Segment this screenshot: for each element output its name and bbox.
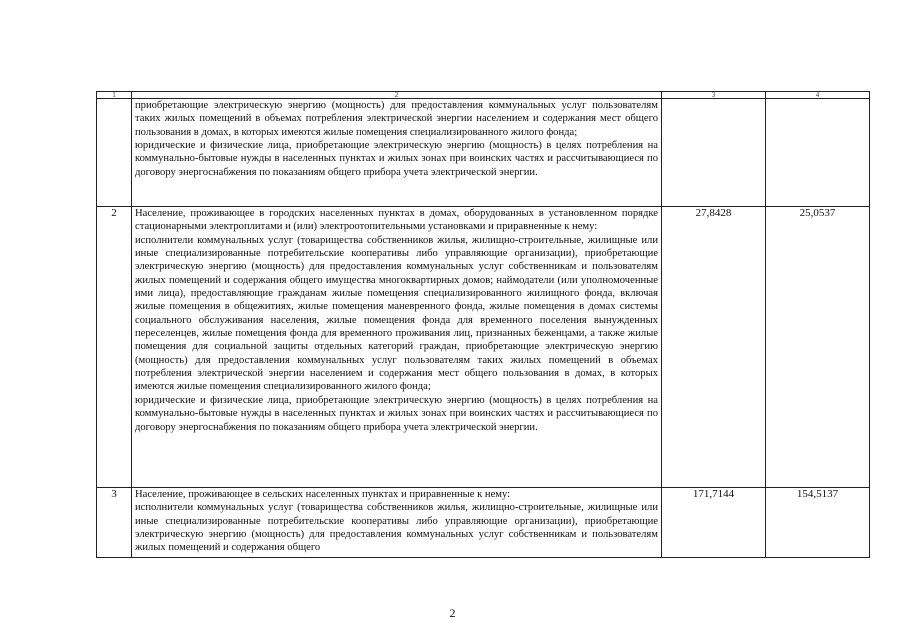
table-row <box>97 488 870 558</box>
row-number <box>97 99 132 207</box>
tariff-value-col4: 25,0537 <box>766 207 870 488</box>
table-row <box>97 99 870 207</box>
row-description <box>132 488 662 558</box>
row-number: 3 <box>97 488 132 558</box>
table-row <box>97 207 870 488</box>
header-cell: 1 <box>97 92 132 99</box>
header-cell: 2 <box>132 92 662 99</box>
tariff-value-col3: 27,8428 <box>662 207 766 488</box>
table-header-row <box>97 92 870 99</box>
paragraph: исполнители коммунальных услуг (товарищества собственников жилья, жилищно-строительные, жилищные или иные специализированные потребительские кооперативы либо управляющие организации), приобретающие электрическую энергию (мощность) для предоставления коммунальных услуг собственникам и пользователям жилых помещений и содержания общего <box>135 502 658 554</box>
paragraph: Население, проживающее в сельских населенных пунктах и приравненные к нему: <box>135 489 511 500</box>
tariff-table <box>96 91 870 558</box>
tariff-value-col3 <box>662 99 766 207</box>
paragraph: Население, проживающее в городских населенных пунктах в домах, оборудованных в установленном порядке стационарными электроплитами и (или) электроотопительными установками и приравненные к нему: <box>135 208 658 233</box>
paragraph: приобретающие электрическую энергию (мощность) для предоставления коммунальных услуг пользователям таких жилых помещений в объемах потребления электрической энергии населением и содержания мест общего пользования в домах, в которых имеются жилые помещения специализированного жилого фонда; <box>135 100 658 138</box>
row-number: 2 <box>97 207 132 488</box>
tariff-value-col4: 154,5137 <box>766 488 870 558</box>
paragraph: юридические и физические лица, приобретающие электрическую энергию (мощность) в целях потребления на коммунально-бытовые нужды в населенных пунктах и жилых зонах при воинских частях и рассчитывающиеся по договору энергоснабжения по показаниям общего прибора учета электрической энергии. <box>135 394 658 433</box>
tariff-value-col3: 171,7144 <box>662 488 766 558</box>
paragraph: юридические и физические лица, приобретающие электрическую энергию (мощность) в целях потребления на коммунально-бытовые нужды в населенных пунктах и жилых зонах при воинских частях и рассчитывающиеся по договору энергоснабжения по показаниям общего прибора учета электрической энергии. <box>135 140 658 178</box>
paragraph: исполнители коммунальных услуг (товарищества собственников жилья, жилищно-строительные, жилищные или иные специализированные потребительские кооперативы либо управляющие организации), приобретающие электрическую энергию (мощность) для предоставления коммунальных услуг собственникам и пользователям жилых помещений и содержания общего имущества многоквартирных домов; наймодатели (или уполномоченные ими лица), предоставляющие гражданам жилые помещения специализированного жилищного фонда, включая жилые помещения в общежитиях, жилые помещения маневренного фонда, жилые помещения в домах системы социального обслуживания населения, жилые помещения фонда для временного поселения вынужденных переселенцев, жилые помещения фонда для временного проживания лиц, признанных беженцами, а также жилые помещения для социальной защиты отдельных категорий граждан, приобретающие электрическую энергию (мощность) для предоставления коммунальных услуг пользователям таких жилых помещений в объемах потребления электрической энергии населением и содержания мест общего пользования в домах, в которых имеются жилые помещения специализированного жилого фонда; <box>135 234 658 393</box>
header-cell: 4 <box>766 92 870 99</box>
header-cell: 3 <box>662 92 766 99</box>
page-number: 2 <box>449 606 456 620</box>
tariff-value-col4 <box>766 99 870 207</box>
row-description <box>132 207 662 488</box>
row-description <box>132 99 662 207</box>
